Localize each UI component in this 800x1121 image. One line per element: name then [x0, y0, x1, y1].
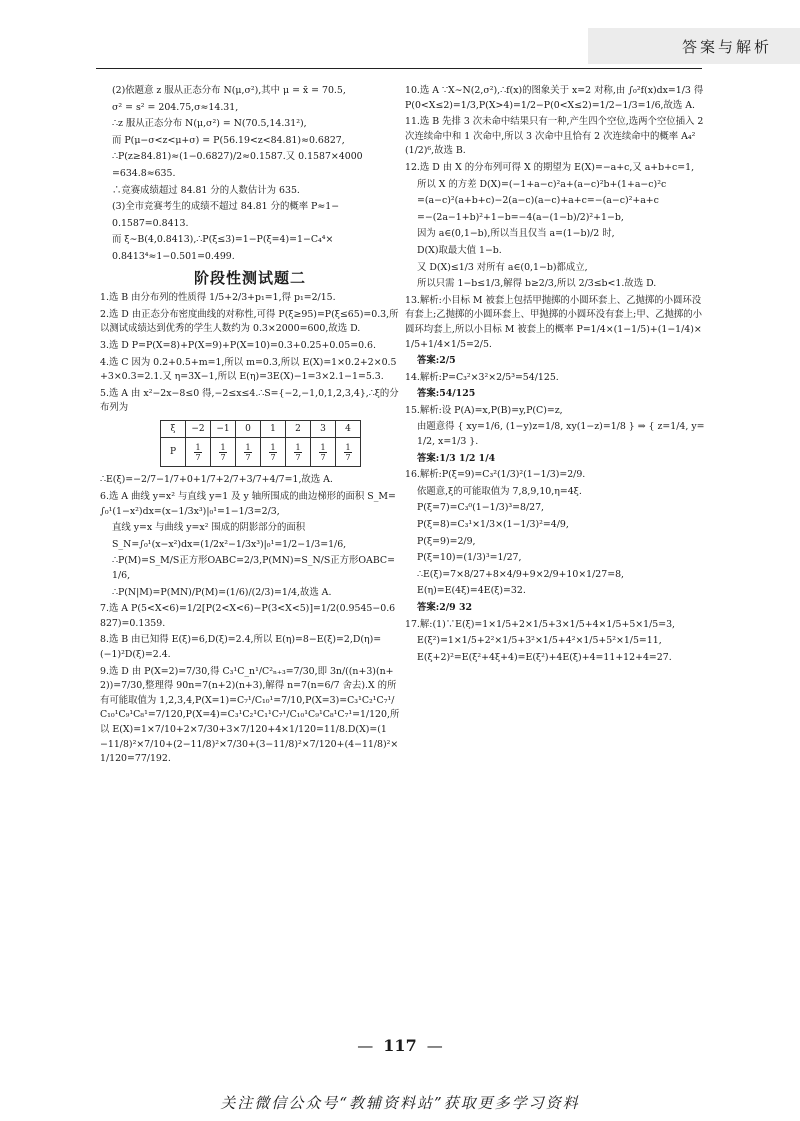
table-row [161, 438, 361, 467]
question-5-result: ∴E(ξ)=−2/7−1/7+0+1/7+2/7+3/7+4/7=1,故选 A. [100, 474, 333, 486]
text-line: 依题意,ξ的可能取值为 7,8,9,10,η=4ξ. [417, 485, 582, 497]
text-line: ∴竞赛成绩超过 84.81 分的人数估计为 635. [112, 184, 300, 196]
numerator: 1 [245, 442, 251, 452]
question-14: 14.解析:P=C₃²×3²×2/5³=54/125. [405, 371, 559, 383]
text-line: D(X)取最大值 1−b. [417, 244, 502, 256]
page-number: — 117 — [357, 1036, 443, 1055]
answer-16: 答案:2/9 32 [417, 602, 472, 613]
table-cell: 4 [336, 420, 361, 438]
table-cell: 2 [286, 420, 311, 438]
fraction [194, 443, 201, 462]
fraction [319, 443, 326, 462]
question-12: 12.选 D 由 X 的分布列可得 X 的期望为 E(X)=−a+c,又 a+b+c=1, [405, 161, 695, 173]
left-column [100, 84, 400, 769]
text-line: P(ξ=8)=C₃¹×1/3×(1−1/3)²=4/9, [417, 519, 569, 531]
distribution-table [160, 420, 361, 468]
question-13: 13.解析:小目标 M 被套上包括甲抛掷的小圆环套上、乙抛掷的小圆环没有套上;乙抛掷的小圆环套上、甲抛掷的小圆环没有套上;甲、乙抛掷的小圆环均套上,所以小目标 M 被套上的概率 P=1/4×(1−1/5)+(1−1/4)×1/5+1/4×1/5=2/5. [405, 294, 702, 350]
table-cell [236, 438, 261, 467]
denominator: 7 [220, 452, 226, 462]
table-cell [336, 438, 361, 467]
text-line: S_N=∫₀¹(x−x²)dx=(1/2x²−1/3x³)|₀¹=1/2−1/3=1/6, [112, 538, 347, 550]
table-cell [311, 438, 336, 467]
text-line: ∴P(N|M)=P(MN)/P(M)=(1/6)/(2/3)=1/4,故选 A. [112, 586, 332, 598]
right-column [405, 84, 705, 667]
denominator: 7 [195, 452, 201, 462]
section-title: 阶段性测试题二 [193, 268, 306, 287]
question-16: 16.解析:P(ξ=9)=C₃²(1/3)²(1−1/3)=2/9. [405, 469, 586, 481]
question-4: 4.选 C 因为 0.2+0.5+m=1,所以 m=0.3,所以 E(X)=1×0.2+2×0.5+3×0.3=2.1.又 η=3X−1,所以 E(η)=3E(X)−1=3×2.1−1=5.3. [100, 356, 397, 383]
numerator: 1 [195, 442, 201, 452]
denominator: 7 [270, 452, 276, 462]
text-line: ∴z 服从正态分布 N(μ,σ²) = N(70.5,14.31²), [112, 118, 307, 130]
text-line: =−(2a−1+b)²+1−b=−4(a−(1−b)/2)²+1−b, [417, 211, 624, 223]
denominator: 7 [295, 452, 301, 462]
text-line: (2)依题意 z 服从正态分布 N(μ,σ²),其中 μ = x̄ = 70.5, [112, 85, 346, 96]
text-line: E(ξ²)=1×1/5+2²×1/5+3²×1/5+4²×1/5+5²×1/5=11, [417, 635, 662, 647]
text-line: P(ξ=9)=2/9, [417, 535, 476, 547]
numerator: 1 [270, 442, 276, 452]
table-cell: 1 [261, 420, 286, 438]
question-7: 7.选 A P(5<X<6)=1/2[P(2<X<6)−P(3<X<5)]=1/2(0.9545−0.6827)=0.1359. [100, 603, 396, 629]
table-cell: −2 [186, 420, 211, 438]
question-5: 5.选 A 由 x²−2x−8≤0 得,−2≤x≤4.∴S={−2,−1,0,1,2,3,4},∴ξ的分布列为 [100, 387, 399, 414]
question-10: 10.选 A ∵X∼N(2,σ²),∴f(x)的图象关于 x=2 对称,由 ∫₀²f(x)dx=1/3 得 P(0<X≤2)=1/3,P(X>4)=1/2−P(0<X≤2)=1/2−1/3=1/6,故选 A. [405, 85, 704, 111]
table-cell: 0 [236, 420, 261, 438]
numerator: 1 [320, 442, 326, 452]
answer-15: 答案:1/3 1/2 1/4 [417, 452, 496, 464]
fraction [244, 443, 251, 462]
fraction [294, 443, 301, 462]
question-3: 3.选 D P=P(X=8)+P(X=9)+P(X=10)=0.3+0.25+0.05=0.6. [100, 339, 376, 351]
question-11: 11.选 B 先排 3 次未命中结果只有一种,产生四个空位,选两个空位插入 2 次连续命中和 1 次命中,所以 3 次命中且恰有 2 次连续命中的概率 A₄²(1/2)⁶,故选 B. [405, 116, 704, 157]
denominator: 7 [245, 452, 251, 462]
header-title: 答案与解析 [681, 37, 772, 56]
table-cell: −1 [211, 420, 236, 438]
question-6: 6.选 A 曲线 y=x² 与直线 y=1 及 y 轴所围成的曲边梯形的面积 S_M=∫₀¹(1−x²)dx=(x−1/3x³)|₀¹=1−1/3=2/3, [100, 491, 396, 517]
numerator: 1 [345, 442, 351, 452]
fraction [344, 443, 351, 462]
fraction [269, 443, 276, 462]
text-line: 又 D(X)≤1/3 对所有 a∈(0,1−b)都成立, [417, 261, 588, 273]
text-line: E(η)=E(4ξ)=4E(ξ)=32. [417, 585, 526, 597]
text-line: (3)全市竞赛考生的成绩不超过 84.81 分的概率 P≈1− [112, 201, 340, 213]
fraction [219, 443, 226, 462]
answer-14: 答案:54/125 [417, 388, 476, 400]
text-line: σ² = s² = 204.75,σ≈14.31, [112, 101, 239, 113]
text-line: ∴P(M)=S_M/S正方形OABC=2/3,P(MN)=S_N/S正方形OABC=1/6, [112, 555, 395, 582]
table-cell: 3 [311, 420, 336, 438]
text-line: =634.8≈635. [112, 167, 176, 179]
table-cell [261, 438, 286, 467]
text-line: 而 ξ∼B(4,0.8413),∴P(ξ≤3)=1−P(ξ=4)=1−C₄⁴× [112, 234, 334, 246]
table-cell [186, 438, 211, 467]
text-line: E(ξ+2)²=E(ξ²+4ξ+4)=E(ξ²)+4E(ξ)+4=11+12+4=27. [417, 651, 672, 663]
question-9: 9.选 D 由 P(X=2)=7/30,得 C₃¹C_n¹/C²ₙ₊₃=7/30,即 3n/((n+3)(n+2))=7/30,整理得 90n=7(n+2)(n+3),解得 n=7(n=6/7 舍去).X 的所有可能取值为 1,2,3,4,P(X=1)=C₇¹/C₁₀¹=7/10,P(X=3)=C₃¹C₂¹C₇¹/C₁₀¹C₉¹C₈¹=7/120,P(X=4)=C₃¹C₂¹C₁¹C₇¹/C₁₀¹C₉¹C₈¹C₇¹=1/120,所以 E(X)=1×7/10+2×7/30+3×7/120+4×1/120=11/8.D(X)=(1−11/8)²×7/10+(2−11/8)²×7/30+(3−11/8)²×7/120+(4−11/8)²×1/120=77/192. [100, 665, 400, 765]
text-line: =(a−c)²(a+b+c)−2(a−c)(a−c)+a+c=−(a−c)²+a+c [417, 195, 659, 207]
text-line: 而 P(μ−σ<z<μ+σ) = P(56.19<z<84.81)≈0.6827, [112, 134, 345, 146]
numerator: 1 [220, 442, 226, 452]
page-number-text: 117 [383, 1036, 417, 1055]
text-line: ∴P(z≥84.81)≈(1−0.6827)/2≈0.1587.又 0.1587×4000 [112, 151, 363, 163]
header-rule [96, 68, 702, 69]
header-tab [588, 28, 800, 64]
equation-system: 由题意得 { xy=1/6, (1−y)z=1/8, xy(1−z)=1/8 } ⇒ { z=1/4, y=1/2, x=1/3 }. [417, 421, 705, 448]
denominator: 7 [345, 452, 351, 462]
question-15: 15.解析:设 P(A)=x,P(B)=y,P(C)=z, [405, 404, 563, 416]
text-line: 直线 y=x 与曲线 y=x² 围成的阴影部分的面积 [112, 522, 306, 534]
question-8: 8.选 B 由已知得 E(ξ)=6,D(ξ)=2.4,所以 E(η)=8−E(ξ)=2,D(η)=(−1)²D(ξ)=2.4. [100, 634, 382, 660]
text-line: 所以只需 1−b≤1/3,解得 b≥2/3,所以 2/3≤b<1.故选 D. [417, 278, 657, 290]
denominator: 7 [320, 452, 326, 462]
text-line: 0.8413⁴≈1−0.501=0.499. [112, 250, 235, 262]
question-17: 17.解:(1)∵E(ξ)=1×1/5+2×1/5+3×1/5+4×1/5+5×1/5=3, [405, 618, 676, 630]
text-line: P(ξ=7)=C₃⁰(1−1/3)³=8/27, [417, 502, 545, 514]
text-line: P(ξ=10)=(1/3)³=1/27, [417, 552, 522, 564]
text-line: 所以 X 的方差 D(X)=(−1+a−c)²a+(a−c)²b+(1+a−c)²c [417, 178, 667, 190]
numerator: 1 [295, 442, 301, 452]
text-line: 0.1587=0.8413. [112, 217, 189, 229]
answer-13: 答案:2/5 [417, 355, 456, 367]
table-row [161, 420, 361, 438]
question-2: 2.选 D 由正态分布密度曲线的对称性,可得 P(ξ≥95)=P(ξ≤65)=0.3,所以测试成绩达到优秀的学生人数约为 0.3×2000=600,故选 D. [100, 308, 399, 335]
text-line: ∴E(ξ)=7×8/27+8×4/9+9×2/9+10×1/27=8, [417, 568, 625, 580]
table-cell [211, 438, 236, 467]
footer-note: 关注微信公众号“教辅资料站”获取更多学习资料 [220, 1094, 580, 1112]
table-cell: ξ [161, 420, 186, 438]
table-cell [286, 438, 311, 467]
text-line: 因为 a∈(0,1−b),所以当且仅当 a=(1−b)/2 时, [417, 228, 615, 240]
table-cell: P [161, 438, 186, 467]
question-1: 1.选 B 由分布列的性质得 1/5+2/3+p₁=1,得 p₁=2/15. [100, 292, 336, 304]
